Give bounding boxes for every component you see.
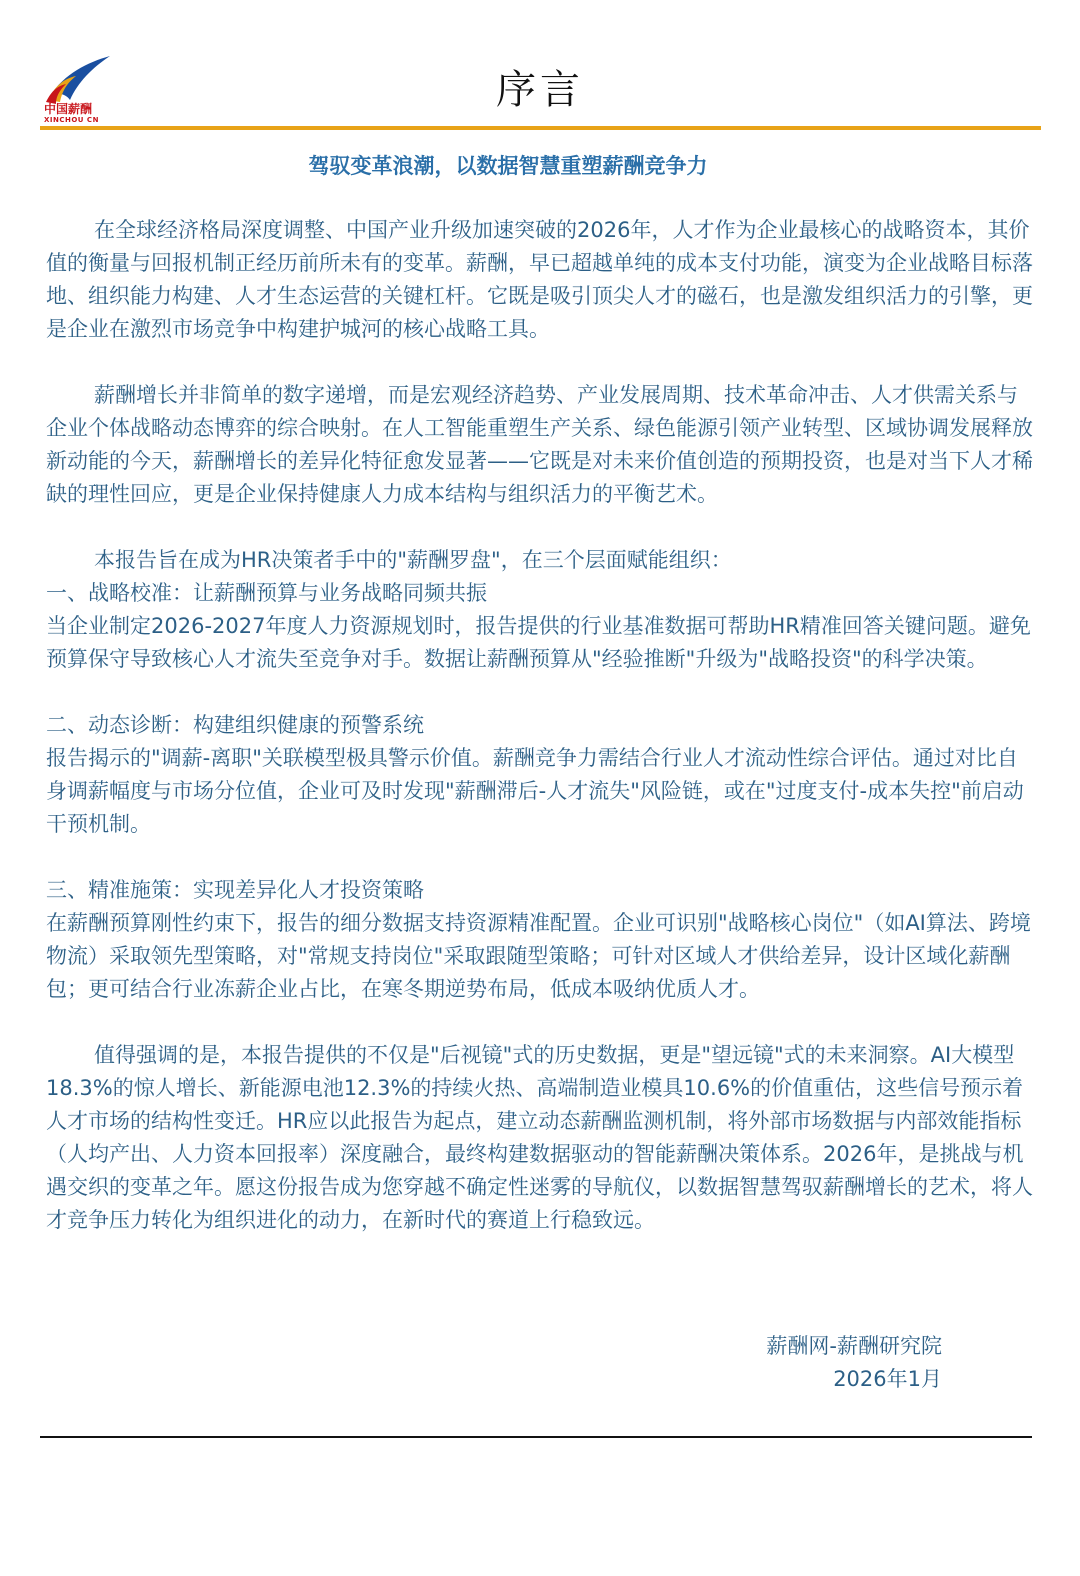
logo-subtext: XINCHOU CN bbox=[44, 116, 99, 124]
page-title: 序言 bbox=[496, 67, 584, 113]
section-1-body: 当企业制定2026-2027年度人力资源规划时，报告提供的行业基准数据可帮助HR精准回答关键问题。避免预算保守导致核心人才流失至竞争对手。数据让薪酬预算从"经验推断"升级为"战略投资"的科学决策。 bbox=[46, 614, 1031, 671]
paragraph-intro: 在全球经济格局深度调整、中国产业升级加速突破的2026年，人才作为企业最核心的战略资本，其价值的衡量与回报机制正经历前所未有的变革。薪酬，早已超越单纯的成本支付功能，演变为企业战略目标落地、组织能力构建、人才生态运营的关键杠杆。它既是吸引顶尖人才的磁石，也是激发组织活力的引擎，更是企业在激烈市场竞争中构建护城河的核心战略工具。 bbox=[46, 218, 1033, 341]
signature-block bbox=[766, 1330, 942, 1396]
footer-divider bbox=[40, 1436, 1032, 1438]
document-body bbox=[46, 214, 1036, 1237]
paragraph-growth: 薪酬增长并非简单的数字递增，而是宏观经济趋势、产业发展周期、技术革命冲击、人才供需关系与企业个体战略动态博弈的综合映射。在人工智能重塑生产关系、绿色能源引领产业转型、区域协调发展释放新动能的今天，薪酬增长的差异化特征愈发显著——它既是对未来价值创造的预期投资，也是对当下人才稀缺的理性回应，更是企业保持健康人力成本结构与组织活力的平衡艺术。 bbox=[46, 383, 1033, 506]
paragraph-purpose: 本报告旨在成为HR决策者手中的"薪酬罗盘"，在三个层面赋能组织： bbox=[94, 548, 732, 572]
section-3-body: 在薪酬预算刚性约束下，报告的细分数据支持资源精准配置。企业可识别"战略核心岗位"（如AI算法、跨境物流）采取领先型策略，对"常规支持岗位"采取跟随型策略；可针对区域人才供给差异，设计区域化薪酬包；更可结合行业冻薪企业占比，在寒冬期逆势布局，低成本吸纳优质人才。 bbox=[46, 911, 1031, 1001]
signature-org: 薪酬网-薪酬研究院 bbox=[766, 1334, 942, 1358]
paragraph-conclusion: 值得强调的是，本报告提供的不仅是"后视镜"式的历史数据，更是"望远镜"式的未来洞察。AI大模型18.3%的惊人增长、新能源电池12.3%的持续火热、高端制造业模具10.6%的价值重估，这些信号预示着人才市场的结构性变迁。HR应以此报告为起点，建立动态薪酬监测机制，将外部市场数据与内部效能指标（人均产出、人力资本回报率）深度融合，最终构建数据驱动的智能薪酬决策体系。2026年，是挑战与机遇交织的变革之年。愿这份报告成为您穿越不确定性迷雾的导航仪，以数据智慧驾驭薪酬增长的艺术，将人才竞争压力转化为组织进化的动力，在新时代的赛道上行稳致远。 bbox=[46, 1043, 1033, 1232]
section-2-heading: 二、动态诊断：构建组织健康的预警系统 bbox=[46, 713, 424, 737]
header-divider bbox=[40, 126, 1041, 130]
page-header bbox=[0, 0, 1080, 132]
logo-text: 中国薪酬 bbox=[44, 102, 93, 116]
section-1-heading: 一、战略校准：让薪酬预算与业务战略同频共振 bbox=[46, 581, 487, 605]
section-3-heading: 三、精准施策：实现差异化人才投资策略 bbox=[46, 878, 424, 902]
signature-date: 2026年1月 bbox=[833, 1367, 942, 1391]
section-2-body: 报告揭示的"调薪-离职"关联模型极具警示价值。薪酬竞争力需结合行业人才流动性综合评估。通过对比自身调薪幅度与市场分位值，企业可及时发现"薪酬滞后-人才流失"风险链，或在"过度支付-成本失控"前启动干预机制。 bbox=[46, 746, 1024, 836]
page-subtitle: 驾驭变革浪潮，以数据智慧重塑薪酬竞争力 bbox=[308, 154, 708, 178]
